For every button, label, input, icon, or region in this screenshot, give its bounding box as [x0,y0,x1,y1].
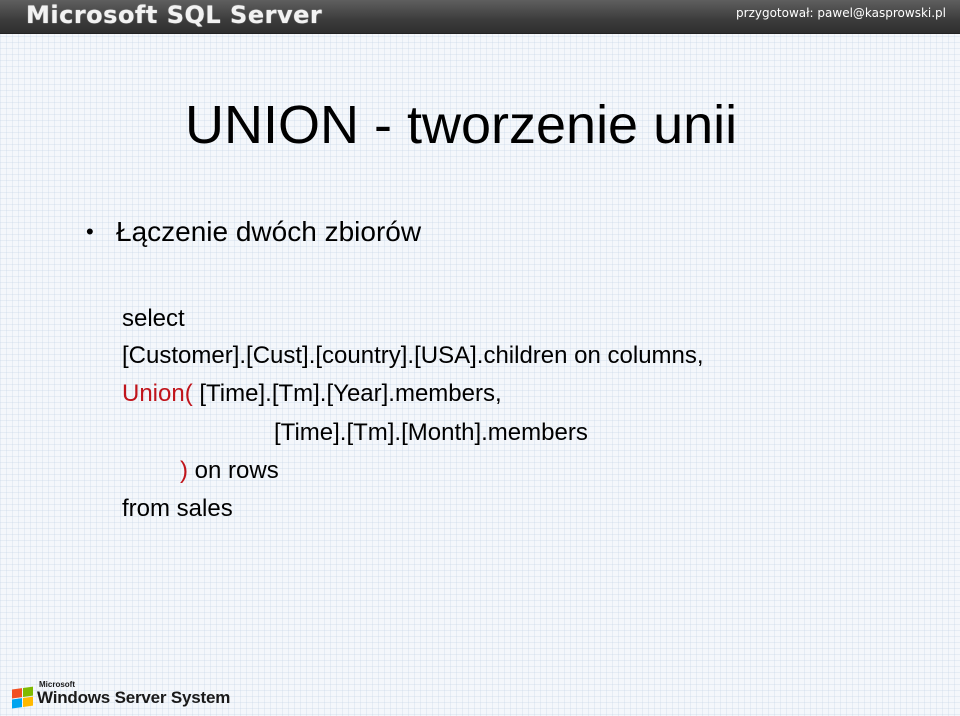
bullet-item [86,214,421,250]
code-line-from: from sales [122,495,233,522]
footer-logo-text [37,680,231,708]
windows-flag-icon [12,686,34,709]
code-line-month: [Time].[Tm].[Month].members [274,419,588,446]
code-line-select: select [122,305,185,332]
header-bar [0,0,960,34]
author-credit: przygotował: pawel@kasprowski.pl [736,6,946,20]
windows-server-system-logo [12,680,231,712]
code-line-union [122,379,502,409]
footer-product-name: Windows Server System [37,688,231,707]
union-keyword: Union( [122,380,193,407]
footer-microsoft-text: Microsoft [39,680,75,689]
code-line-rows [180,456,279,486]
code-line-columns: [Customer].[Cust].[country].[USA].children on columns, [122,342,704,369]
bullet-icon: • [86,219,94,244]
slide-title: UNION - tworzenie unii [185,95,738,155]
rows-text: on rows [188,457,279,484]
union-args-first: [Time].[Tm].[Year].members, [192,380,502,407]
sql-server-logo: Microsoft SQL Server [26,1,323,29]
bullet-text: Łączenie dwóch zbiorów [116,216,422,247]
union-close-paren: ) [180,457,188,484]
